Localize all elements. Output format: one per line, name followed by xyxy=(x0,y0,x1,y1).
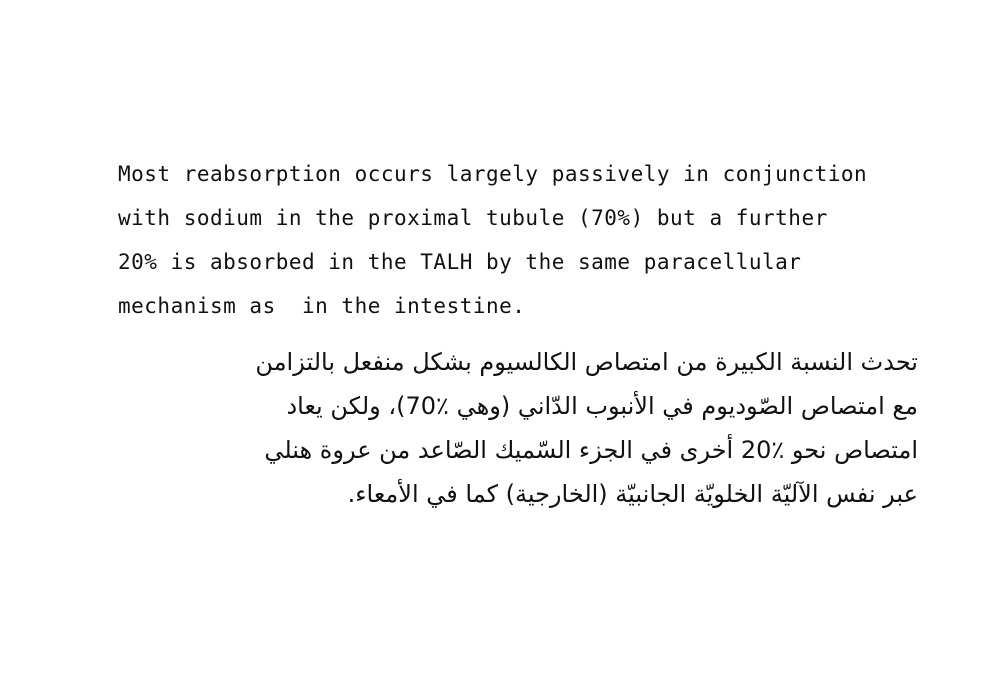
arabic-line-2: مع امتصاص الصّوديوم في الأنبوب الدّاني (وهي ‎70٪‏)، ولكن يعاد xyxy=(286,392,918,420)
english-line-3: 20% is absorbed in the TALH by the same paracellular xyxy=(118,250,802,274)
arabic-line-3: امتصاص نحو ‎20٪‏ أخرى في الجزء السّميك الصّاعد من عروة هنلي xyxy=(264,436,918,464)
english-paragraph xyxy=(118,152,918,328)
english-line-1: Most reabsorption occurs largely passively in conjunction xyxy=(118,162,868,186)
arabic-paragraph xyxy=(118,340,918,516)
english-line-4: mechanism as in the intestine. xyxy=(118,294,526,318)
english-line-2: with sodium in the proximal tubule (70%) but a further xyxy=(118,206,828,230)
arabic-line-4: عبر نفس الآليّة الخلويّة الجانبيّة (الخارجية) كما في الأمعاء. xyxy=(347,480,918,508)
arabic-line-1: تحدث النسبة الكبيرة من امتصاص الكالسيوم بشكل منفعل بالتزامن xyxy=(255,348,918,376)
